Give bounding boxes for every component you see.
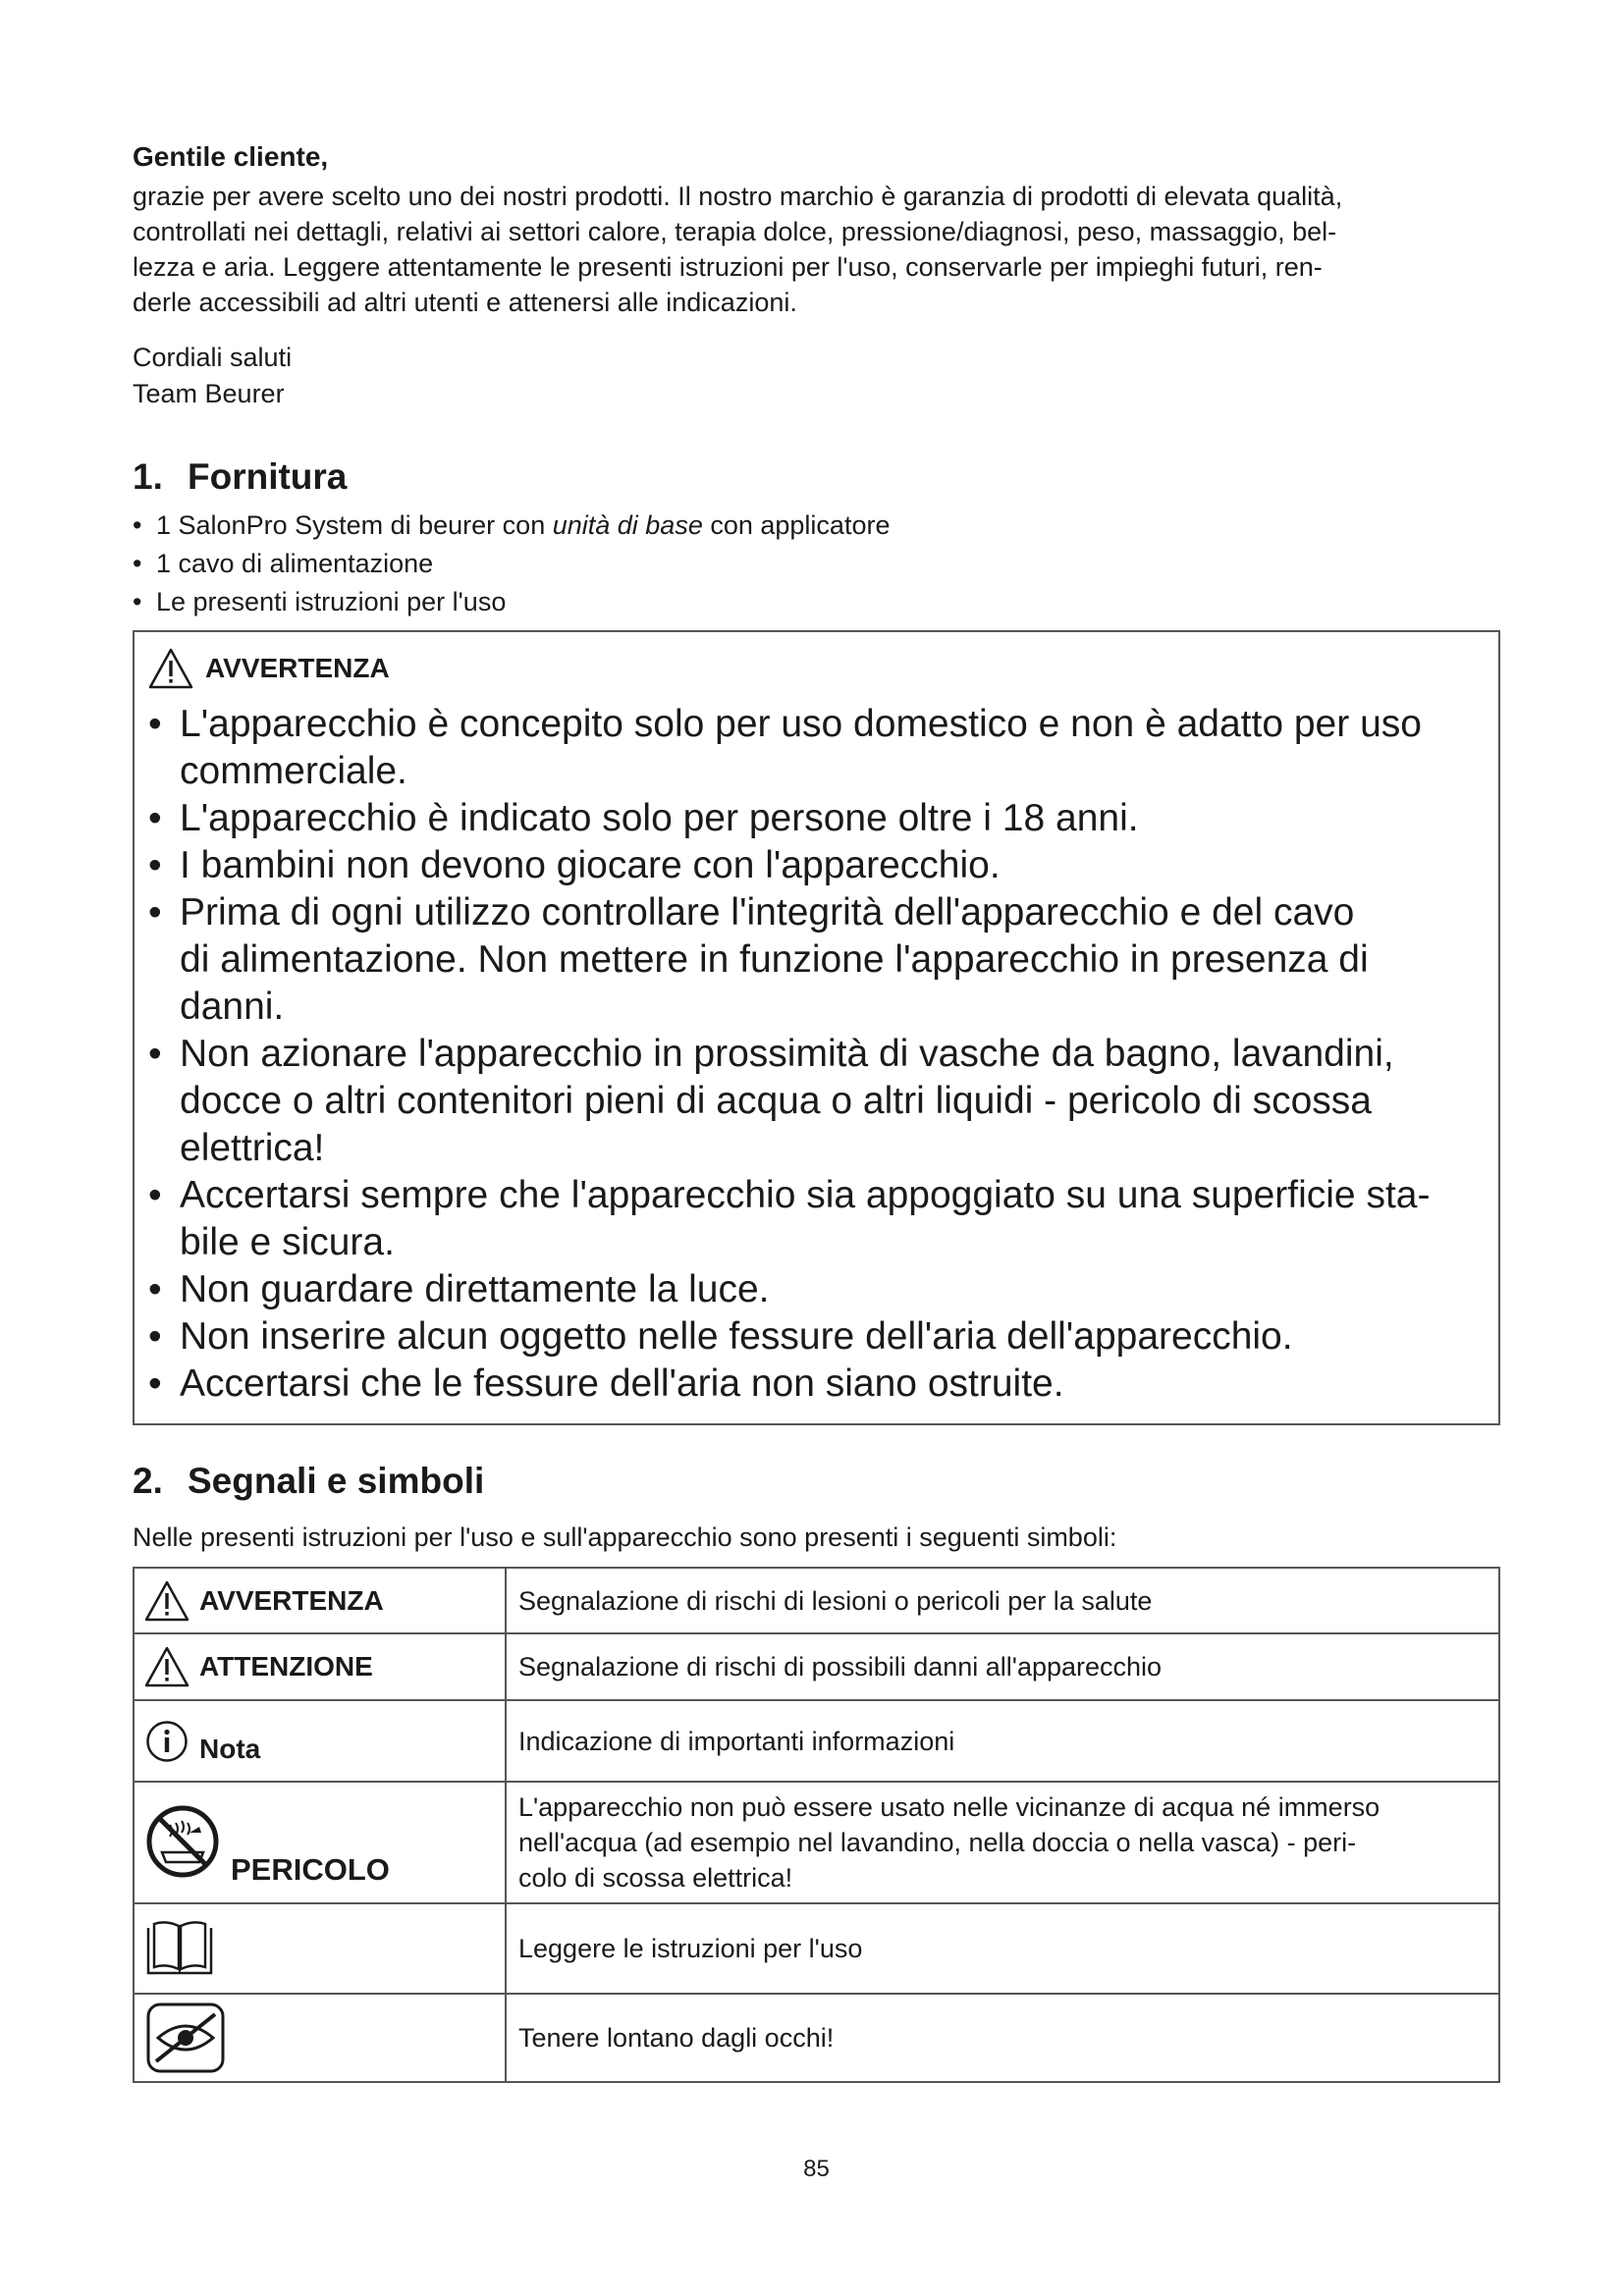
description-cell: Segnalazione di rischi di possibili danni all'apparecchio <box>506 1633 1499 1700</box>
symbol-cell <box>134 1994 506 2082</box>
warning-box <box>133 630 1500 1425</box>
list-item: • 1 cavo di alimentazione <box>133 549 434 578</box>
greeting: Gentile cliente, <box>133 141 329 172</box>
section-number: 1. <box>133 456 163 497</box>
symbol-cell <box>134 1903 506 1994</box>
description-cell: Segnalazione di rischi di lesioni o pericoli per la salute <box>506 1568 1499 1633</box>
warning-triangle-icon <box>148 648 193 689</box>
section-2-heading <box>133 1460 484 1503</box>
closing <box>133 340 292 412</box>
section-number: 2. <box>133 1461 163 1501</box>
table-row <box>134 1568 1499 1633</box>
description-cell: Leggere le istruzioni per l'uso <box>506 1903 1499 1994</box>
description-cell: Tenere lontano dagli occhi! <box>506 1994 1499 2082</box>
symbol-label: ATTENZIONE <box>199 1651 373 1682</box>
info-icon <box>144 1719 189 1764</box>
list-item: • L'apparecchio è indicato solo per persone oltre i 18 anni. <box>148 797 1139 839</box>
list-item: • I bambini non devono giocare con l'apparecchio. <box>148 844 1001 886</box>
symbol-label: AVVERTENZA <box>199 1584 384 1616</box>
warning-triangle-icon <box>144 1580 189 1622</box>
closing-line: Cordiali saluti <box>133 343 293 372</box>
warning-header <box>148 644 390 693</box>
intro-line: lezza e aria. Leggere attentamente le presenti istruzioni per l'uso, conservarle per impieghi futuri, ren- <box>133 252 1323 282</box>
list-item: • Accertarsi che le fessure dell'aria non siano ostruite. <box>148 1362 1064 1405</box>
warning-title: AVVERTENZA <box>205 653 390 683</box>
intro-line: grazie per avere scelto uno dei nostri prodotti. Il nostro marchio è garanzia di prodotti di elevata qualità, <box>133 182 1343 211</box>
closing-line: Team Beurer <box>133 379 285 408</box>
table-row <box>134 1903 1499 1994</box>
list-item: • Non azionare l'apparecchio in prossimità di vasche da bagno, lavandini, docce o altri contenitori pieni di acqua o altri liquidi - pericolo di scossa elettrica! <box>148 1033 1394 1169</box>
list-item: • Non inserire alcun oggetto nelle fessure dell'aria dell'apparecchio. <box>148 1315 1293 1358</box>
intro-line: derle accessibili ad altri utenti e attenersi alle indicazioni. <box>133 288 797 317</box>
list-item: • Le presenti istruzioni per l'uso <box>133 587 507 616</box>
section-1-heading <box>133 455 347 499</box>
table-row <box>134 1700 1499 1782</box>
symbol-cell <box>134 1633 506 1700</box>
symbols-table <box>133 1567 1500 2083</box>
book-icon <box>144 1918 215 1979</box>
section-title: Segnali e simboli <box>188 1461 485 1501</box>
section-2-intro: Nelle presenti istruzioni per l'uso e sull'apparecchio sono presenti i seguenti simboli: <box>133 1522 1117 1552</box>
table-row <box>134 1994 1499 2082</box>
table-row <box>134 1782 1499 1903</box>
delivery-list <box>133 507 890 621</box>
description-cell: Indicazione di importanti informazioni <box>506 1700 1499 1782</box>
list-item: • Accertarsi sempre che l'apparecchio sia appoggiato su una superficie sta- bile e sicura. <box>148 1174 1431 1263</box>
intro-paragraph <box>133 179 1500 320</box>
page-number: 85 <box>803 2156 830 2182</box>
description-cell: L'apparecchio non può essere usato nelle vicinanze di acqua né immerso nell'acqua (ad esempio nel lavandino, nella doccia o nella vasca) - peri- colo di scossa elettrica! <box>506 1782 1499 1903</box>
no-eye-icon <box>144 2001 227 2075</box>
no-water-icon <box>144 1803 221 1880</box>
intro-line: controllati nei dettagli, relativi ai settori calore, terapia dolce, pressione/diagnosi, peso, massaggio, bel- <box>133 217 1337 246</box>
symbol-cell <box>134 1700 506 1782</box>
list-item: • Prima di ogni utilizzo controllare l'integrità dell'apparecchio e del cavo di alimentazione. Non mettere in funzione l'apparecchio in presenza di danni. <box>148 891 1369 1028</box>
symbol-cell <box>134 1782 506 1903</box>
list-item: • 1 SalonPro System di beurer con unità di base con applicatore <box>133 510 891 540</box>
table-row <box>134 1633 1499 1700</box>
symbol-label: Nota <box>199 1733 261 1764</box>
warning-list <box>148 701 1495 1408</box>
list-item: • L'apparecchio è concepito solo per uso domestico e non è adatto per uso commerciale. <box>148 703 1422 792</box>
section-title: Fornitura <box>188 456 348 497</box>
list-item: • Non guardare direttamente la luce. <box>148 1268 770 1310</box>
symbol-cell <box>134 1568 506 1633</box>
warning-triangle-icon <box>144 1646 189 1687</box>
symbol-label: PERICOLO <box>231 1852 390 1887</box>
